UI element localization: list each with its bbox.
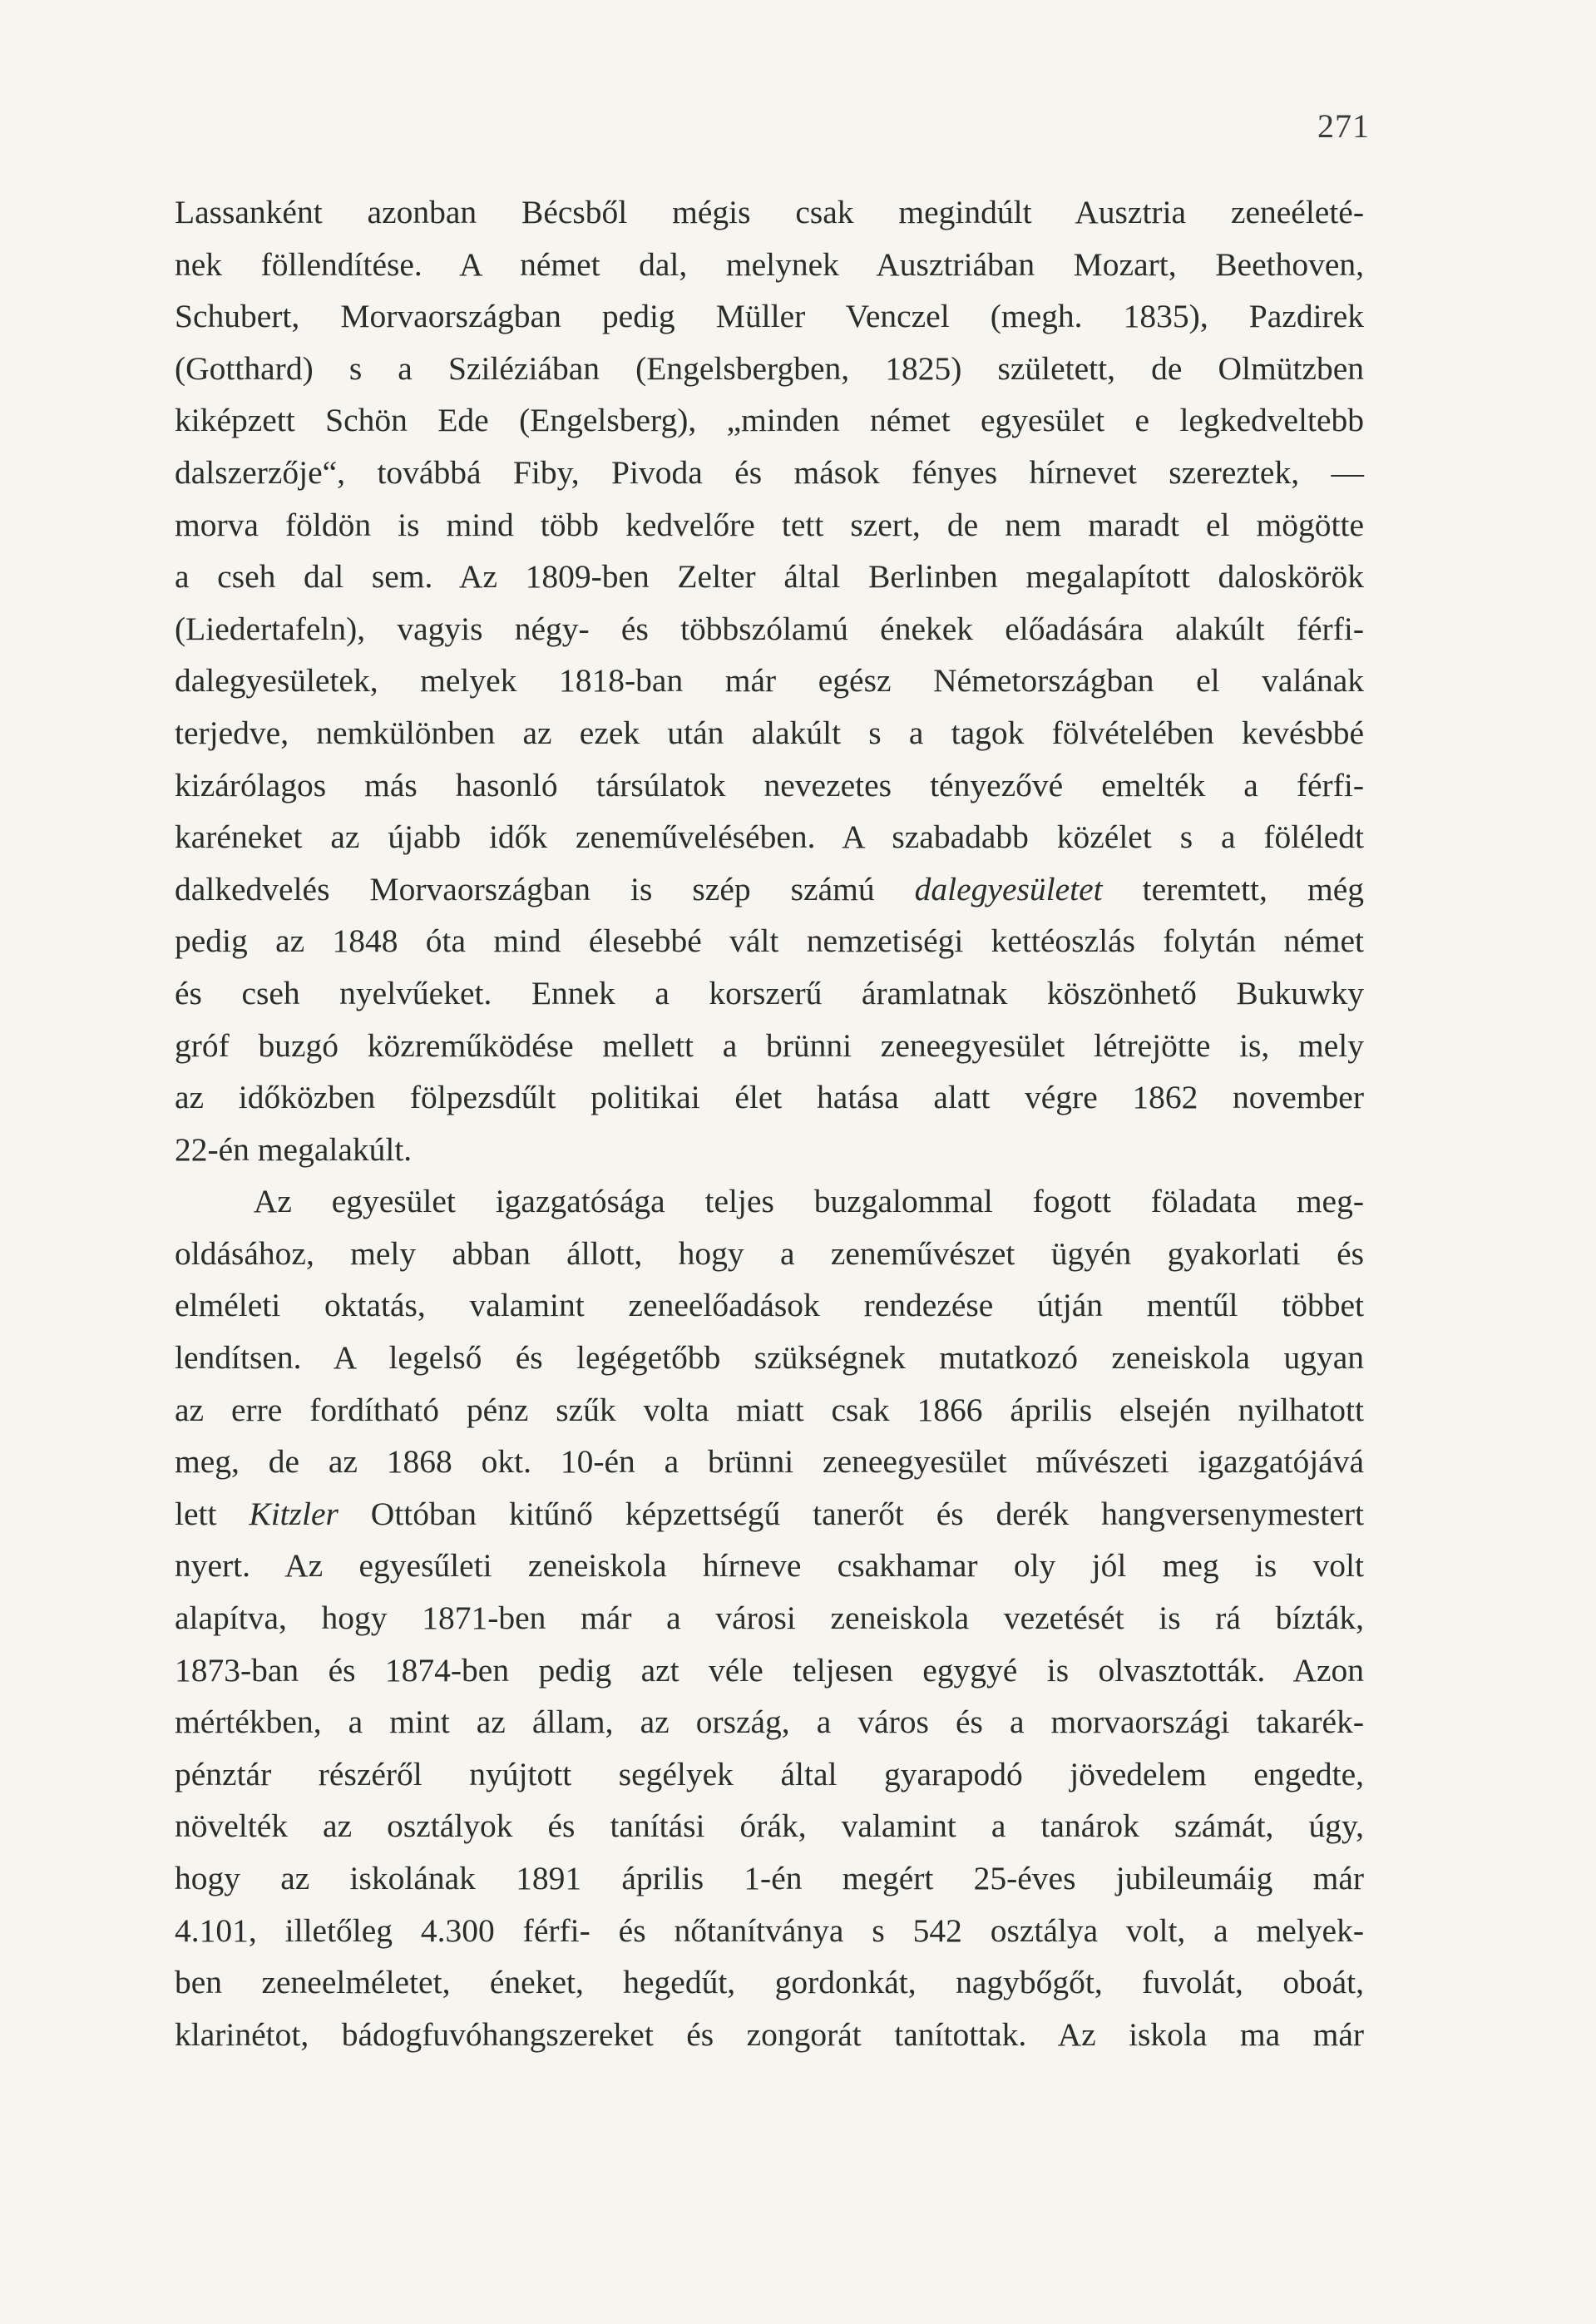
text-line: dalszerzője“, továbbá Fiby, Pivoda és mások fényes hírnevet szereztek, — <box>175 453 1364 491</box>
text-line: a cseh dal sem. Az 1809-ben Zelter által Berlinben megalapított daloskörök <box>175 558 1364 596</box>
text-line: klarinétot, bádogfuvóhangszereket és zongorát tanítottak. Az iskola ma már <box>175 2015 1364 2053</box>
text-line: (Gotthard) s a Sziléziában (Engelsbergben, 1825) született, de Olmützben <box>175 349 1364 387</box>
paragraph-1 <box>175 186 1364 1175</box>
text-line: az erre fordítható pénz szűk volta miatt csak 1866 április elsején nyilhatott <box>175 1391 1364 1428</box>
text-line: 4.101, illetőleg 4.300 férfi- és nőtanítványa s 542 osztálya volt, a melyek- <box>175 1911 1364 1949</box>
text-line: terjedve, nemkülönben az ezek után alakúlt s a tagok fölvételében kevésbbé <box>175 714 1364 751</box>
text-line: 1873-ban és 1874-ben pedig azt véle teljesen egygyé is olvasztották. Azon <box>175 1651 1364 1689</box>
text-line: kiképzett Schön Ede (Engelsberg), „minden német egyesület e legkedveltebb <box>175 402 1364 439</box>
text-line: Schubert, Morvaországban pedig Müller Venczel (megh. 1835), Pazdirek <box>175 298 1364 335</box>
text-line: nek föllendítése. A német dal, melynek Ausztriában Mozart, Beethoven, <box>175 245 1364 283</box>
text-line: pénztár részéről nyújtott segélyek által gyarapodó jövedelem engedte, <box>175 1755 1364 1792</box>
text-line: dalkedvelés Morvaországban is szép számú dalegyesületet teremtett, még <box>175 870 1364 907</box>
text-line: meg, de az 1868 okt. 10-én a brünni zeneegyesület művészeti igazgatójává <box>175 1443 1364 1481</box>
italic-word: dalegyesületet <box>914 870 1103 907</box>
text-line: gróf buzgó közreműködése mellett a brünni zeneegyesület létrejötte is, mely <box>175 1026 1364 1064</box>
text-line: hogy az iskolának 1891 április 1-én megért 25-éves jubileumáig már <box>175 1860 1364 1896</box>
text-line: elméleti oktatás, valamint zeneelőadások rendezése útján mentűl többet <box>175 1287 1364 1324</box>
text-line: növelték az osztályok és tanítási órák, valamint a tanárok számát, úgy, <box>175 1807 1364 1845</box>
paragraph-2 <box>175 1175 1364 2060</box>
text-line: alapítva, hogy 1871-ben már a városi zeneiskola vezetését is rá bízták, <box>175 1600 1364 1637</box>
body-text <box>175 186 1364 2060</box>
text-line: és cseh nyelvűeket. Ennek a korszerű áramlatnak köszönhető Bukuwky <box>175 974 1364 1011</box>
text-line: nyert. Az egyesűleti zeneiskola hírneve csakhamar oly jól meg is volt <box>175 1547 1364 1585</box>
text-line: karéneket az újabb idők zeneművelésében. A szabadabb közélet s a föléledt <box>175 818 1364 856</box>
text-line: Lassanként azonban Bécsből mégis csak megindúlt Ausztria zeneéleté- <box>175 194 1364 230</box>
text-line: lendítsen. A legelső és legégetőbb szükségnek mutatkozó zeneiskola ugyan <box>175 1339 1364 1377</box>
text-line: kizárólagos más hasonló társúlatok nevezetes tényezővé emelték a férfi- <box>175 766 1364 804</box>
text-line: ben zeneelméletet, éneket, hegedűt, gordonkát, nagybőgőt, fuvolát, oboát, <box>175 1964 1364 2001</box>
text-line: lett Kitzler Ottóban kitűnő képzettségű tanerőt és derék hangversenymestert <box>175 1495 1364 1532</box>
text-line: az időközben fölpezsdűlt politikai élet hatása alatt végre 1862 november <box>175 1079 1364 1116</box>
text-line: (Liedertafeln), vagyis négy- és többszólamú énekek előadására alakúlt férfi- <box>175 610 1364 647</box>
text-line: Az egyesület igazgatósága teljes buzgalommal fogott föladata meg- <box>253 1183 1364 1220</box>
text-line: pedig az 1848 óta mind élesebbé vált nemzetiségi kettéoszlás folytán német <box>175 922 1364 960</box>
page-number: 271 <box>1317 107 1370 145</box>
text-line: mértékben, a mint az állam, az ország, a város és a morvaországi takarék- <box>175 1703 1364 1741</box>
text-line: morva földön is mind több kedvelőre tett szert, de nem maradt el mögötte <box>175 506 1364 543</box>
text-line: oldásához, mely abban állott, hogy a zeneművészet ügyén gyakorlati és <box>175 1234 1364 1272</box>
text-line: 22-én megalakúlt. <box>175 1130 413 1168</box>
text-line: dalegyesületek, melyek 1818-ban már egész Németországban el valának <box>175 662 1364 700</box>
italic-word: Kitzler <box>249 1495 338 1532</box>
